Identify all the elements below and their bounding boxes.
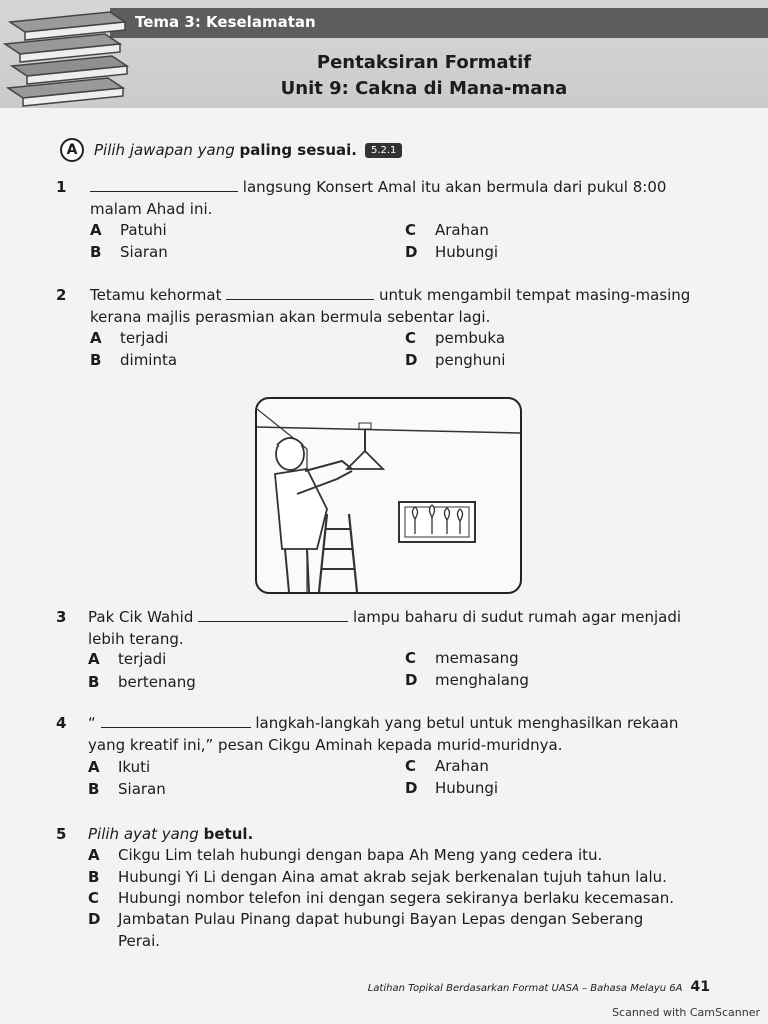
option-b[interactable]: B Hubungi Yi Li dengan Aina amat akrab sejak berkenalan tujuh tahun lalu. — [88, 868, 667, 886]
theme-label: Tema 3: Keselamatan — [135, 13, 316, 31]
instruction-bold: paling sesuai. — [239, 141, 357, 159]
question-text: langsung Konsert Amal itu akan bermula dari pukul 8:00 — [242, 178, 667, 196]
page-title: Pentaksiran Formatif — [316, 52, 532, 73]
option-d[interactable]: D Hubungi — [405, 779, 499, 797]
option-a[interactable]: A Ikuti — [88, 758, 151, 776]
option-d[interactable]: D Jambatan Pulau Pinang dapat hubungi Bayan Lepas dengan Seberang — [88, 910, 644, 928]
question-text: malam Ahad ini. — [90, 200, 213, 218]
skill-badge: 5.2.1 — [365, 143, 402, 158]
option-d[interactable]: D Hubungi — [405, 243, 499, 261]
option-b[interactable]: B Siaran — [88, 780, 166, 798]
option-c[interactable]: C memasang — [405, 649, 519, 667]
option-a[interactable]: A terjadi — [88, 650, 167, 668]
option-c[interactable]: C Arahan — [405, 757, 489, 775]
question-text: betul. — [203, 825, 254, 843]
option-a[interactable]: A Patuhi — [90, 221, 167, 239]
option-c[interactable]: C Arahan — [405, 221, 489, 239]
question-text: “ — [88, 714, 96, 732]
question-text: Pak Cik Wahid — [88, 608, 194, 626]
question-text: lebih terang. — [88, 630, 184, 648]
question-number: 2 — [56, 286, 67, 304]
option-d[interactable]: D penghuni — [405, 351, 506, 369]
question-number: 3 — [56, 608, 67, 626]
page-footer — [368, 979, 710, 995]
option-b[interactable]: B Siaran — [90, 243, 168, 261]
instruction — [94, 141, 357, 159]
answer-blank — [101, 713, 251, 728]
question-3 — [88, 606, 738, 650]
answer-blank — [226, 285, 374, 300]
option-a[interactable]: A Cikgu Lim telah hubungi dengan bapa Ah Meng yang cedera itu. — [88, 846, 603, 864]
page-number: 41 — [690, 979, 710, 995]
question-text: Tetamu kehormat — [90, 286, 222, 304]
question-text: kerana majlis perasmian akan bermula sebentar lagi. — [90, 308, 491, 326]
instruction-italic: Pilih jawapan yang — [94, 141, 235, 159]
answer-blank — [198, 607, 348, 622]
option-d[interactable]: D menghalang — [405, 671, 529, 689]
question-number: 1 — [56, 178, 67, 196]
question-text: yang kreatif ini,” pesan Cikgu Aminah kepada murid-muridnya. — [88, 736, 563, 754]
man-on-ladder-icon — [257, 399, 520, 592]
option-b[interactable]: B bertenang — [88, 673, 196, 691]
question-text: untuk mengambil tempat masing-masing — [379, 286, 691, 304]
section-letter: A — [60, 138, 84, 162]
question-1 — [90, 176, 730, 220]
answer-blank — [90, 177, 238, 192]
question-text: langkah-langkah yang betul untuk menghasilkan rekaan — [255, 714, 679, 732]
option-b[interactable]: B diminta — [90, 351, 178, 369]
option-c[interactable]: C Hubungi nombor telefon ini dengan segera sekiranya berlaku kecemasan. — [88, 889, 675, 907]
illustration-man-installing-lamp — [255, 397, 522, 594]
question-5 — [88, 823, 253, 845]
option-d-continued: Perai. — [118, 932, 161, 950]
question-number: 5 — [56, 825, 67, 843]
footer-text: Latihan Topikal Berdasarkan Format UASA – Bahasa Melayu 6A — [367, 983, 683, 994]
question-text: lampu baharu di sudut rumah agar menjadi — [352, 608, 682, 626]
option-a[interactable]: A terjadi — [90, 329, 169, 347]
question-number: 4 — [56, 714, 67, 732]
question-4 — [88, 712, 738, 756]
section-a-heading — [60, 138, 402, 162]
question-text: Pilih ayat yang — [88, 825, 199, 843]
unit-title: Unit 9: Cakna di Mana-mana — [280, 78, 568, 99]
question-2 — [90, 284, 730, 328]
scanner-watermark: Scanned with CamScanner — [612, 1006, 760, 1019]
page-header — [0, 0, 768, 108]
option-c[interactable]: C pembuka — [405, 329, 506, 347]
